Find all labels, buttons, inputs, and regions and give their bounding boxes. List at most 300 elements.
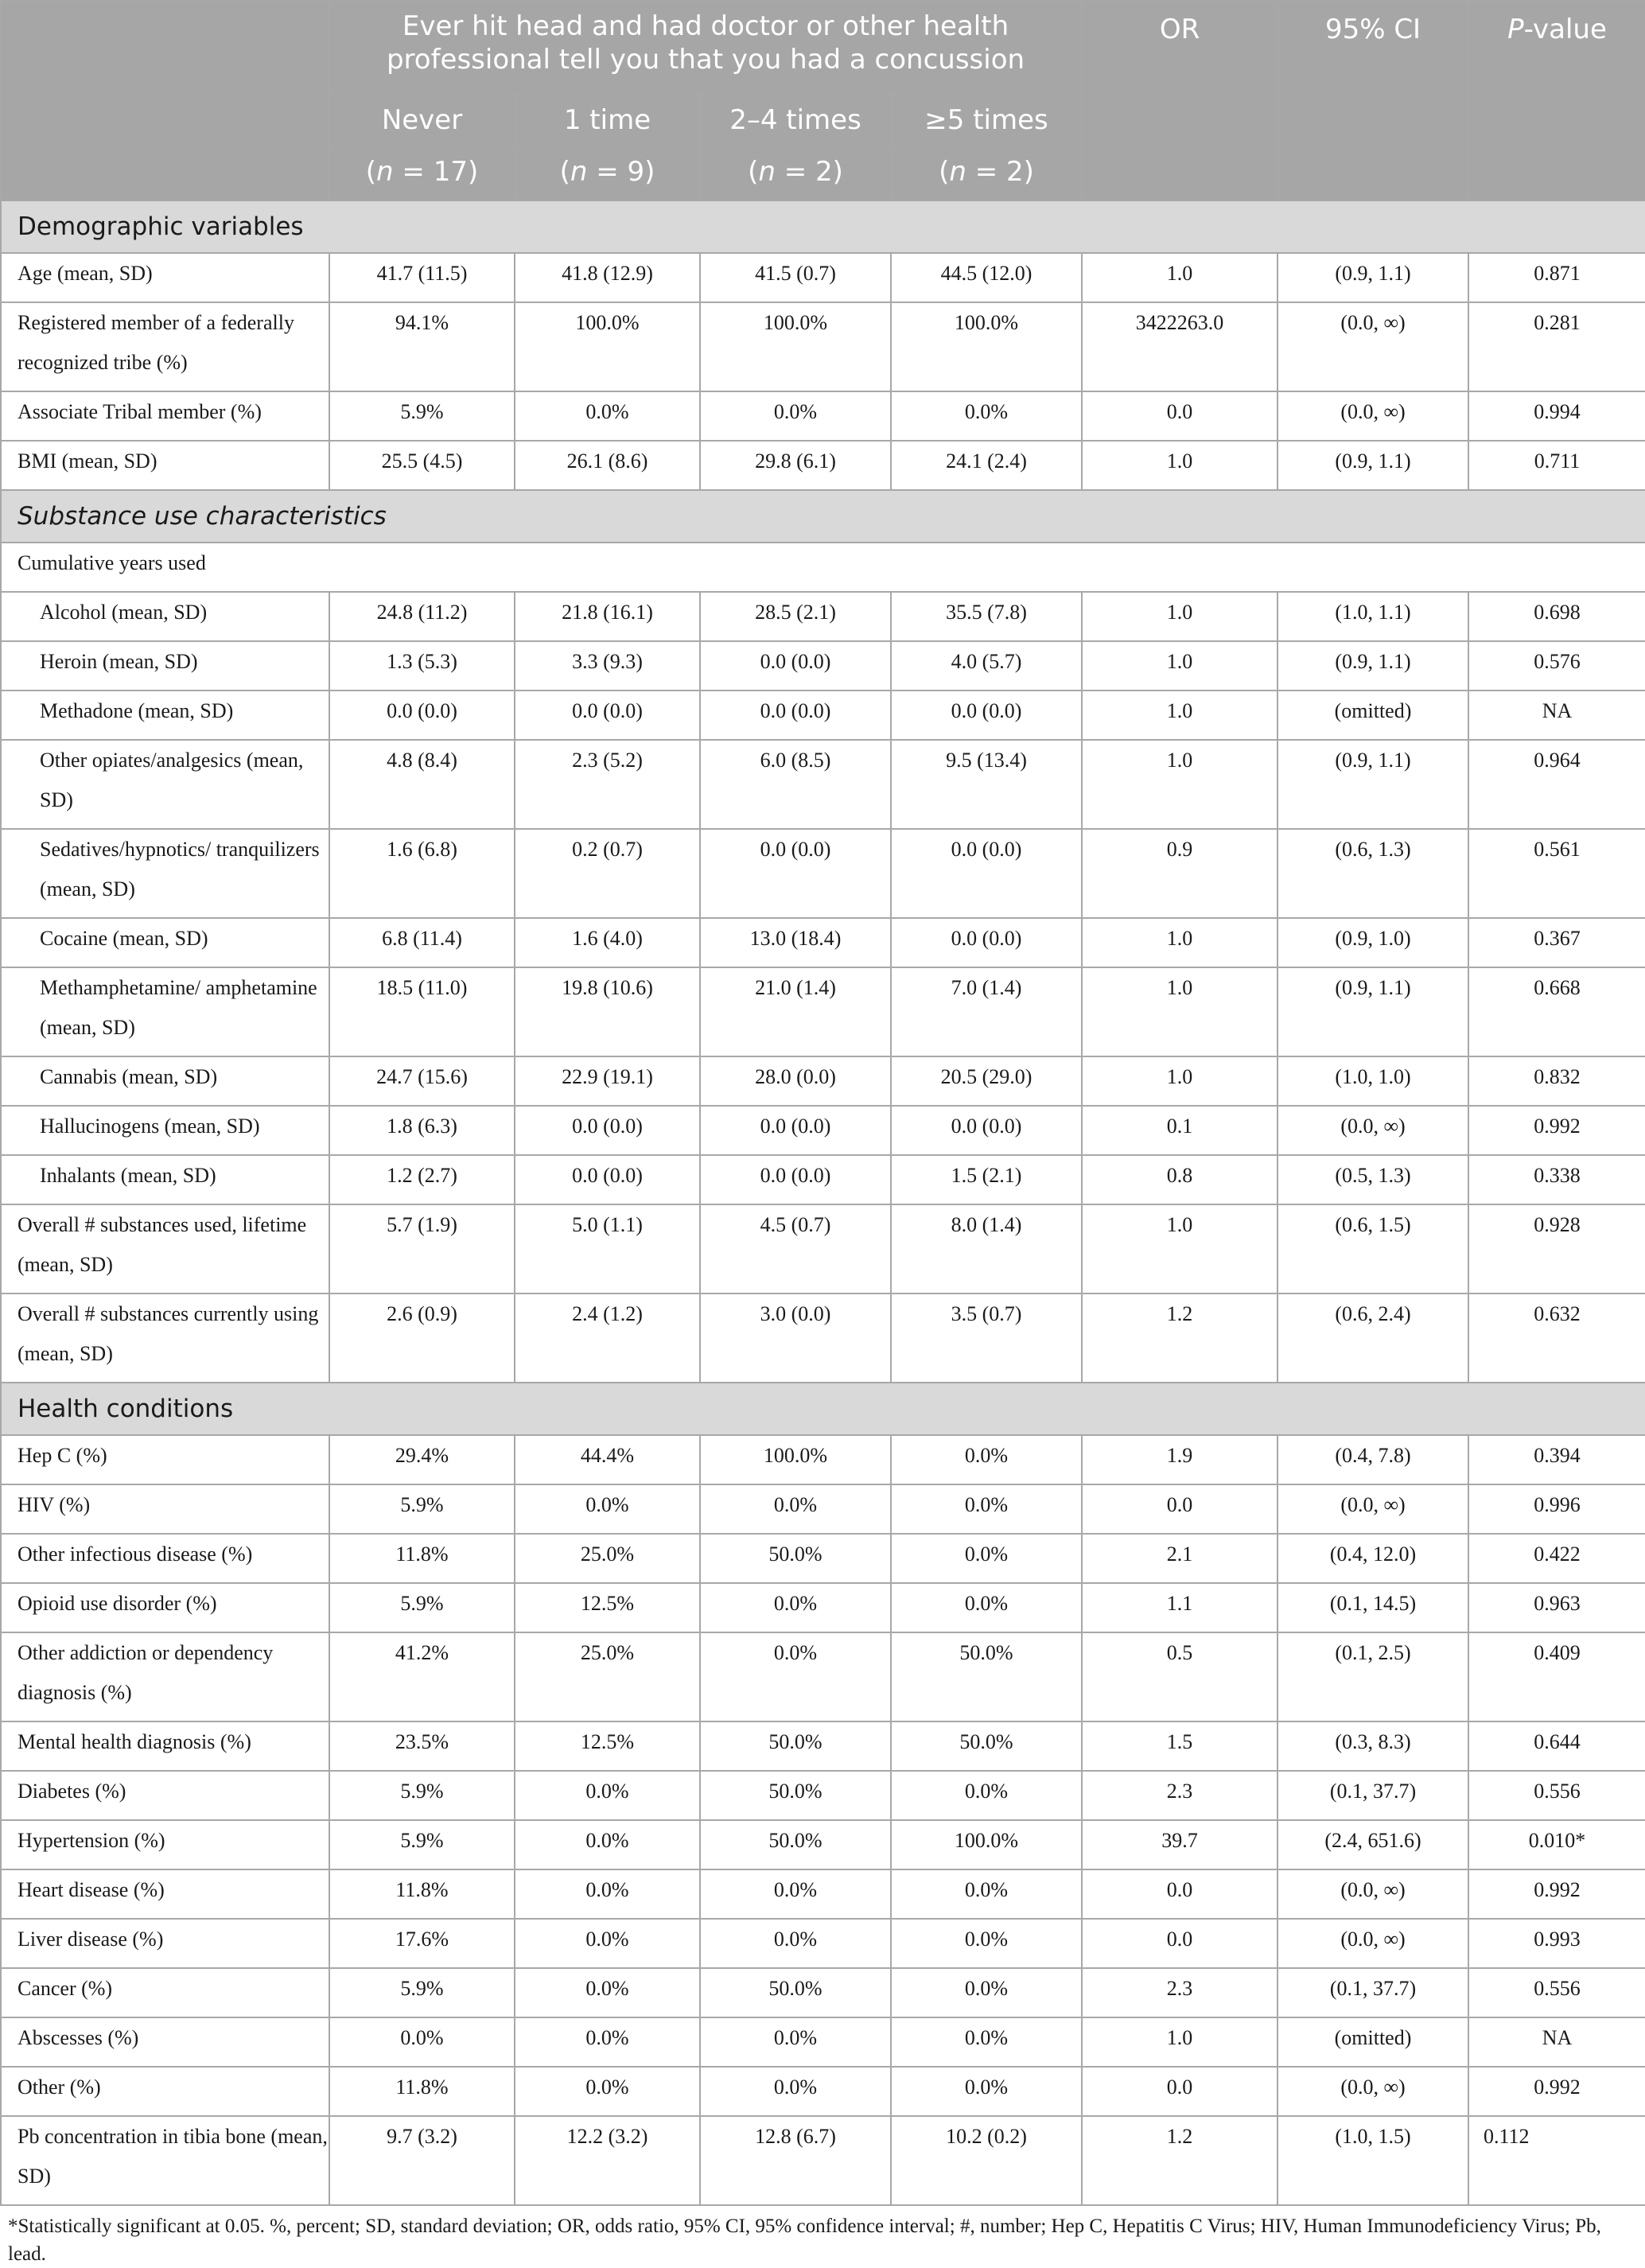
table-row — [1, 302, 1645, 391]
cell-or: 0.0 — [1082, 1484, 1278, 1534]
section-header-row — [1, 1383, 1645, 1435]
table-row — [1, 1820, 1645, 1869]
cell-1-time: 0.0 (0.0) — [515, 1155, 700, 1204]
table-row — [1, 253, 1645, 302]
cell-p-value: 0.010* — [1468, 1820, 1645, 1869]
cell-never: 2.6 (0.9) — [329, 1293, 515, 1383]
cell-2-4-times: 0.0% — [700, 1484, 891, 1534]
cell-ci: (2.4, 651.6) — [1278, 1820, 1468, 1869]
cell-p-value: 0.556 — [1468, 1771, 1645, 1820]
cell-never: 5.9% — [329, 1820, 515, 1869]
cell-1-time: 3.3 (9.3) — [515, 641, 700, 691]
cell-5-plus-times: 0.0% — [891, 2067, 1082, 2116]
cell-2-4-times: 21.0 (1.4) — [700, 967, 891, 1056]
cell-p-value: NA — [1468, 691, 1645, 740]
cell-2-4-times: 28.5 (2.1) — [700, 592, 891, 641]
cell-5-plus-times: 100.0% — [891, 1820, 1082, 1869]
cell-never: 5.7 (1.9) — [329, 1204, 515, 1293]
table-row — [1, 1056, 1645, 1106]
p-value-header-text: P-value — [1507, 14, 1607, 45]
table-row — [1, 1632, 1645, 1721]
col-5-plus-times-header: ≥5 times — [891, 94, 1082, 147]
table-row — [1, 2116, 1645, 2205]
subheading-row — [1, 543, 1645, 592]
cell-1-time: 0.0% — [515, 2017, 700, 2067]
cell-or: 1.2 — [1082, 2116, 1278, 2205]
cell-1-time: 12.5% — [515, 1721, 700, 1771]
ci-header: 95% CI — [1278, 1, 1468, 200]
col-1-time-n: (n = 9) — [515, 147, 700, 200]
row-label-heroin-mean-sd: Heroin (mean, SD) — [1, 641, 329, 691]
cell-ci: (0.1, 37.7) — [1278, 1771, 1468, 1820]
cell-or: 2.3 — [1082, 1968, 1278, 2017]
cell-ci: (0.9, 1.0) — [1278, 918, 1468, 967]
row-label-other-addiction-or-dependency-diagnosis: Other addiction or dependency diagnosis (%) — [1, 1632, 329, 1721]
cell-1-time: 21.8 (16.1) — [515, 592, 700, 641]
cell-1-time: 0.0% — [515, 1968, 700, 2017]
cell-ci: (0.0, ∞) — [1278, 2067, 1468, 2116]
table-row — [1, 1204, 1645, 1293]
cell-ci: (omitted) — [1278, 691, 1468, 740]
row-label-inhalants-mean-sd: Inhalants (mean, SD) — [1, 1155, 329, 1204]
cell-1-time: 2.3 (5.2) — [515, 740, 700, 829]
cell-5-plus-times: 50.0% — [891, 1632, 1082, 1721]
cell-2-4-times: 6.0 (8.5) — [700, 740, 891, 829]
cell-p-value: 0.576 — [1468, 641, 1645, 691]
cell-never: 6.8 (11.4) — [329, 918, 515, 967]
table-row — [1, 1155, 1645, 1204]
cell-5-plus-times: 0.0% — [891, 1968, 1082, 2017]
cell-p-value: 0.668 — [1468, 967, 1645, 1056]
cell-never: 29.4% — [329, 1435, 515, 1484]
row-label-diabetes: Diabetes (%) — [1, 1771, 329, 1820]
cell-p-value: 0.832 — [1468, 1056, 1645, 1106]
row-label-liver-disease: Liver disease (%) — [1, 1919, 329, 1968]
cell-5-plus-times: 0.0 (0.0) — [891, 1106, 1082, 1155]
cell-p-value: 0.632 — [1468, 1293, 1645, 1383]
section-title: Demographic variables — [1, 200, 1645, 253]
cell-ci: (0.0, ∞) — [1278, 1484, 1468, 1534]
row-label-mental-health-diagnosis: Mental health diagnosis (%) — [1, 1721, 329, 1771]
col-never-header: Never — [329, 94, 515, 147]
cell-never: 1.8 (6.3) — [329, 1106, 515, 1155]
table-row — [1, 641, 1645, 691]
cell-p-value: 0.992 — [1468, 1106, 1645, 1155]
cell-p-value: 0.994 — [1468, 391, 1645, 441]
cell-or: 1.0 — [1082, 967, 1278, 1056]
cell-2-4-times: 0.0% — [700, 1632, 891, 1721]
row-label-methadone-mean-sd: Methadone (mean, SD) — [1, 691, 329, 740]
cell-or: 0.1 — [1082, 1106, 1278, 1155]
cell-or: 3422263.0 — [1082, 302, 1278, 391]
cell-ci: (0.0, ∞) — [1278, 1869, 1468, 1919]
cell-5-plus-times: 0.0% — [891, 391, 1082, 441]
cell-2-4-times: 4.5 (0.7) — [700, 1204, 891, 1293]
cell-p-value: 0.394 — [1468, 1435, 1645, 1484]
row-label-hiv: HIV (%) — [1, 1484, 329, 1534]
cell-p-value: 0.367 — [1468, 918, 1645, 967]
cell-p-value: 0.928 — [1468, 1204, 1645, 1293]
cell-p-value: NA — [1468, 2017, 1645, 2067]
cell-2-4-times: 13.0 (18.4) — [700, 918, 891, 967]
section-title: Substance use characteristics — [1, 490, 1645, 543]
table-row — [1, 1869, 1645, 1919]
cell-never: 41.7 (11.5) — [329, 253, 515, 302]
cell-p-value: 0.409 — [1468, 1632, 1645, 1721]
cell-2-4-times: 12.8 (6.7) — [700, 2116, 891, 2205]
cell-5-plus-times: 0.0% — [891, 1583, 1082, 1632]
cell-5-plus-times: 4.0 (5.7) — [891, 641, 1082, 691]
cell-2-4-times: 0.0% — [700, 1869, 891, 1919]
cell-or: 0.5 — [1082, 1632, 1278, 1721]
cell-1-time: 25.0% — [515, 1534, 700, 1583]
table-row — [1, 1484, 1645, 1534]
cell-5-plus-times: 44.5 (12.0) — [891, 253, 1082, 302]
cell-5-plus-times: 7.0 (1.4) — [891, 967, 1082, 1056]
cell-or: 1.0 — [1082, 641, 1278, 691]
cell-ci: (0.4, 12.0) — [1278, 1534, 1468, 1583]
table-row — [1, 829, 1645, 918]
cell-5-plus-times: 35.5 (7.8) — [891, 592, 1082, 641]
cell-2-4-times: 28.0 (0.0) — [700, 1056, 891, 1106]
cell-2-4-times: 50.0% — [700, 1534, 891, 1583]
cell-2-4-times: 0.0% — [700, 2067, 891, 2116]
cell-never: 11.8% — [329, 2067, 515, 2116]
cell-2-4-times: 0.0% — [700, 391, 891, 441]
cell-1-time: 5.0 (1.1) — [515, 1204, 700, 1293]
cell-ci: (0.1, 14.5) — [1278, 1583, 1468, 1632]
row-label-cancer: Cancer (%) — [1, 1968, 329, 2017]
table-row — [1, 592, 1645, 641]
row-label-bmi-mean-sd: BMI (mean, SD) — [1, 441, 329, 490]
table-row — [1, 2067, 1645, 2116]
cell-p-value: 0.711 — [1468, 441, 1645, 490]
cell-p-value: 0.964 — [1468, 740, 1645, 829]
cell-ci: (0.6, 1.5) — [1278, 1204, 1468, 1293]
p-symbol: P — [1507, 14, 1524, 45]
cell-5-plus-times: 1.5 (2.1) — [891, 1155, 1082, 1204]
cell-or: 1.0 — [1082, 691, 1278, 740]
cell-5-plus-times: 0.0% — [891, 1869, 1082, 1919]
cell-5-plus-times: 8.0 (1.4) — [891, 1204, 1082, 1293]
cell-1-time: 1.6 (4.0) — [515, 918, 700, 967]
cell-never: 5.9% — [329, 1968, 515, 2017]
row-label-age-mean-sd: Age (mean, SD) — [1, 253, 329, 302]
row-label-sedatives-hypnotics-tranquilizers-mean-sd: Sedatives/hypnotics/ tranquilizers (mean, SD) — [1, 829, 329, 918]
cell-1-time: 0.0% — [515, 1919, 700, 1968]
cell-ci: (0.9, 1.1) — [1278, 740, 1468, 829]
table-row — [1, 1968, 1645, 2017]
table-row — [1, 691, 1645, 740]
cell-1-time: 0.0% — [515, 1484, 700, 1534]
cell-p-value: 0.992 — [1468, 1869, 1645, 1919]
cell-ci: (0.6, 1.3) — [1278, 829, 1468, 918]
cell-5-plus-times: 0.0% — [891, 1919, 1082, 1968]
cell-1-time: 0.0% — [515, 1771, 700, 1820]
cell-p-value: 0.281 — [1468, 302, 1645, 391]
table-row — [1, 1106, 1645, 1155]
cell-2-4-times: 0.0% — [700, 2017, 891, 2067]
row-label-overall-substances-currently-using-mean-sd: Overall # substances currently using (mean, SD) — [1, 1293, 329, 1383]
cell-2-4-times: 3.0 (0.0) — [700, 1293, 891, 1383]
cell-never: 5.9% — [329, 1583, 515, 1632]
cell-5-plus-times: 9.5 (13.4) — [891, 740, 1082, 829]
cell-1-time: 0.0 (0.0) — [515, 691, 700, 740]
cell-never: 24.8 (11.2) — [329, 592, 515, 641]
cell-or: 1.1 — [1082, 1583, 1278, 1632]
cell-ci: (0.1, 2.5) — [1278, 1632, 1468, 1721]
col-5-plus-times-n: (n = 2) — [891, 147, 1082, 200]
cell-p-value: 0.698 — [1468, 592, 1645, 641]
cell-2-4-times: 50.0% — [700, 1721, 891, 1771]
cell-ci: (0.9, 1.1) — [1278, 253, 1468, 302]
cell-1-time: 19.8 (10.6) — [515, 967, 700, 1056]
cell-1-time: 0.0% — [515, 1820, 700, 1869]
cell-or: 0.8 — [1082, 1155, 1278, 1204]
cell-never: 94.1% — [329, 302, 515, 391]
cell-p-value: 0.996 — [1468, 1484, 1645, 1534]
cell-5-plus-times: 0.0% — [891, 1435, 1082, 1484]
cell-5-plus-times: 0.0% — [891, 1534, 1082, 1583]
cell-p-value: 0.112 — [1468, 2116, 1645, 2205]
n-symbol: n — [758, 156, 776, 188]
cell-or: 1.0 — [1082, 1204, 1278, 1293]
cell-or: 1.9 — [1082, 1435, 1278, 1484]
cell-or: 39.7 — [1082, 1820, 1278, 1869]
cell-or: 0.0 — [1082, 2067, 1278, 2116]
cell-1-time: 44.4% — [515, 1435, 700, 1484]
cell-never: 41.2% — [329, 1632, 515, 1721]
cell-p-value: 0.556 — [1468, 1968, 1645, 2017]
cell-never: 11.8% — [329, 1534, 515, 1583]
cell-or: 1.5 — [1082, 1721, 1278, 1771]
cell-never: 24.7 (15.6) — [329, 1056, 515, 1106]
row-label-hallucinogens-mean-sd: Hallucinogens (mean, SD) — [1, 1106, 329, 1155]
cell-p-value: 0.644 — [1468, 1721, 1645, 1771]
cell-2-4-times: 0.0 (0.0) — [700, 641, 891, 691]
cell-ci: (0.1, 37.7) — [1278, 1968, 1468, 2017]
cell-p-value: 0.871 — [1468, 253, 1645, 302]
row-label-associate-tribal-member: Associate Tribal member (%) — [1, 391, 329, 441]
row-label-heart-disease: Heart disease (%) — [1, 1869, 329, 1919]
concussion-group-header: Ever hit head and had doctor or other health professional tell you that you had a concussion — [329, 1, 1082, 94]
n-symbol: n — [949, 156, 966, 188]
row-label-header — [1, 1, 329, 200]
cell-5-plus-times: 10.2 (0.2) — [891, 2116, 1082, 2205]
cell-never: 5.9% — [329, 1484, 515, 1534]
cell-never: 18.5 (11.0) — [329, 967, 515, 1056]
cell-ci: (0.0, ∞) — [1278, 1106, 1468, 1155]
row-label-abscesses: Abscesses (%) — [1, 2017, 329, 2067]
cell-2-4-times: 50.0% — [700, 1968, 891, 2017]
cell-never: 11.8% — [329, 1869, 515, 1919]
cell-never: 23.5% — [329, 1721, 515, 1771]
cell-ci: (0.9, 1.1) — [1278, 441, 1468, 490]
cell-p-value: 0.963 — [1468, 1583, 1645, 1632]
cell-1-time: 41.8 (12.9) — [515, 253, 700, 302]
cell-or: 1.0 — [1082, 1056, 1278, 1106]
table-row — [1, 441, 1645, 490]
cell-1-time: 12.5% — [515, 1583, 700, 1632]
cell-ci: (1.0, 1.5) — [1278, 2116, 1468, 2205]
cell-2-4-times: 0.0% — [700, 1919, 891, 1968]
cell-2-4-times: 0.0 (0.0) — [700, 1155, 891, 1204]
col-1-time-header: 1 time — [515, 94, 700, 147]
cell-or: 1.0 — [1082, 740, 1278, 829]
row-label-alcohol-mean-sd: Alcohol (mean, SD) — [1, 592, 329, 641]
cell-5-plus-times: 0.0 (0.0) — [891, 829, 1082, 918]
p-value-header — [1468, 1, 1645, 200]
table-row — [1, 391, 1645, 441]
n-symbol: n — [376, 156, 394, 188]
cell-1-time: 0.0% — [515, 391, 700, 441]
table-row — [1, 2017, 1645, 2067]
cell-ci: (1.0, 1.0) — [1278, 1056, 1468, 1106]
row-label-other-opiates-analgesics-mean-sd: Other opiates/analgesics (mean, SD) — [1, 740, 329, 829]
table-row — [1, 1721, 1645, 1771]
table-row — [1, 1919, 1645, 1968]
section-header-row — [1, 490, 1645, 543]
cell-1-time: 22.9 (19.1) — [515, 1056, 700, 1106]
cell-ci: (0.9, 1.1) — [1278, 967, 1468, 1056]
table-header — [1, 1, 1645, 200]
cell-5-plus-times: 0.0% — [891, 2017, 1082, 2067]
table-body — [1, 200, 1645, 2205]
section-title: Health conditions — [1, 1383, 1645, 1435]
cell-ci: (0.3, 8.3) — [1278, 1721, 1468, 1771]
cell-2-4-times: 29.8 (6.1) — [700, 441, 891, 490]
cell-or: 2.3 — [1082, 1771, 1278, 1820]
row-label-other-infectious-disease: Other infectious disease (%) — [1, 1534, 329, 1583]
row-label-registered-member-of-a-federally-recognized-tribe: Registered member of a federally recognized tribe (%) — [1, 302, 329, 391]
table-row — [1, 1534, 1645, 1583]
subheading-label: Cumulative years used — [1, 543, 1645, 592]
cell-never: 0.0% — [329, 2017, 515, 2067]
cell-p-value: 0.993 — [1468, 1919, 1645, 1968]
row-label-hep-c: Hep C (%) — [1, 1435, 329, 1484]
table-row — [1, 1583, 1645, 1632]
footnote: *Statistically significant at 0.05. %, percent; SD, standard deviation; OR, odds ratio, 95% CI, 95% confidence interval; #, number; Hep C, Hepatitis C Virus; HIV, Human Immunodeficiency Virus; Pb, lead. — [8, 2215, 1601, 2265]
cell-or: 0.0 — [1082, 1919, 1278, 1968]
row-label-methamphetamine-amphetamine-mean-sd: Methamphetamine/ amphetamine (mean, SD) — [1, 967, 329, 1056]
cell-ci: (0.5, 1.3) — [1278, 1155, 1468, 1204]
cell-or: 1.0 — [1082, 2017, 1278, 2067]
cell-1-time: 0.0% — [515, 2067, 700, 2116]
cell-ci: (omitted) — [1278, 2017, 1468, 2067]
cell-2-4-times: 0.0% — [700, 1583, 891, 1632]
cell-never: 0.0 (0.0) — [329, 691, 515, 740]
cell-ci: (0.0, ∞) — [1278, 391, 1468, 441]
cell-or: 0.0 — [1082, 1869, 1278, 1919]
row-label-other: Other (%) — [1, 2067, 329, 2116]
cell-or: 0.0 — [1082, 391, 1278, 441]
table-row — [1, 967, 1645, 1056]
cell-ci: (0.6, 2.4) — [1278, 1293, 1468, 1383]
cell-p-value: 0.561 — [1468, 829, 1645, 918]
cell-p-value: 0.422 — [1468, 1534, 1645, 1583]
cell-1-time: 2.4 (1.2) — [515, 1293, 700, 1383]
row-label-overall-substances-used-lifetime-mean-sd: Overall # substances used, lifetime (mean, SD) — [1, 1204, 329, 1293]
cell-ci: (0.0, ∞) — [1278, 302, 1468, 391]
cell-never: 9.7 (3.2) — [329, 2116, 515, 2205]
table-row — [1, 1771, 1645, 1820]
cell-1-time: 100.0% — [515, 302, 700, 391]
row-label-cannabis-mean-sd: Cannabis (mean, SD) — [1, 1056, 329, 1106]
cell-2-4-times: 50.0% — [700, 1771, 891, 1820]
cell-5-plus-times: 0.0 (0.0) — [891, 691, 1082, 740]
col-2-4-times-header: 2–4 times — [700, 94, 891, 147]
cell-or: 1.2 — [1082, 1293, 1278, 1383]
table-row — [1, 1435, 1645, 1484]
cell-2-4-times: 100.0% — [700, 302, 891, 391]
cell-or: 1.0 — [1082, 441, 1278, 490]
col-2-4-times-n: (n = 2) — [700, 147, 891, 200]
cell-5-plus-times: 24.1 (2.4) — [891, 441, 1082, 490]
section-header-row — [1, 200, 1645, 253]
row-label-hypertension: Hypertension (%) — [1, 1820, 329, 1869]
row-label-pb-concentration-in-tibia-bone-mean-sd: Pb concentration in tibia bone (mean, SD) — [1, 2116, 329, 2205]
cell-never: 1.6 (6.8) — [329, 829, 515, 918]
cell-ci: (0.0, ∞) — [1278, 1919, 1468, 1968]
cell-never: 1.2 (2.7) — [329, 1155, 515, 1204]
row-label-cocaine-mean-sd: Cocaine (mean, SD) — [1, 918, 329, 967]
cell-1-time: 26.1 (8.6) — [515, 441, 700, 490]
table-row — [1, 740, 1645, 829]
cell-5-plus-times: 100.0% — [891, 302, 1082, 391]
or-header: OR — [1082, 1, 1278, 200]
cell-or: 1.0 — [1082, 918, 1278, 967]
cell-never: 1.3 (5.3) — [329, 641, 515, 691]
cell-1-time: 25.0% — [515, 1632, 700, 1721]
n-symbol: n — [570, 156, 588, 188]
cell-2-4-times: 0.0 (0.0) — [700, 1106, 891, 1155]
cell-5-plus-times: 0.0 (0.0) — [891, 918, 1082, 967]
cell-or: 1.0 — [1082, 253, 1278, 302]
cell-never: 5.9% — [329, 1771, 515, 1820]
cell-ci: (0.4, 7.8) — [1278, 1435, 1468, 1484]
table-row — [1, 918, 1645, 967]
cell-5-plus-times: 3.5 (0.7) — [891, 1293, 1082, 1383]
cell-1-time: 0.2 (0.7) — [515, 829, 700, 918]
cell-2-4-times: 100.0% — [700, 1435, 891, 1484]
cell-p-value: 0.992 — [1468, 2067, 1645, 2116]
cell-5-plus-times: 20.5 (29.0) — [891, 1056, 1082, 1106]
cell-2-4-times: 0.0 (0.0) — [700, 829, 891, 918]
cell-never: 17.6% — [329, 1919, 515, 1968]
cell-2-4-times: 0.0 (0.0) — [700, 691, 891, 740]
cell-5-plus-times: 0.0% — [891, 1484, 1082, 1534]
cell-or: 2.1 — [1082, 1534, 1278, 1583]
cell-1-time: 0.0% — [515, 1869, 700, 1919]
cell-p-value: 0.338 — [1468, 1155, 1645, 1204]
row-label-opioid-use-disorder: Opioid use disorder (%) — [1, 1583, 329, 1632]
col-never-n: (n = 17) — [329, 147, 515, 200]
table-row — [1, 1293, 1645, 1383]
cell-ci: (0.9, 1.1) — [1278, 641, 1468, 691]
cell-5-plus-times: 50.0% — [891, 1721, 1082, 1771]
cell-2-4-times: 50.0% — [700, 1820, 891, 1869]
cell-5-plus-times: 0.0% — [891, 1771, 1082, 1820]
cell-never: 5.9% — [329, 391, 515, 441]
cell-or: 1.0 — [1082, 592, 1278, 641]
cell-1-time: 0.0 (0.0) — [515, 1106, 700, 1155]
cell-never: 4.8 (8.4) — [329, 740, 515, 829]
cell-or: 0.9 — [1082, 829, 1278, 918]
cell-ci: (1.0, 1.1) — [1278, 592, 1468, 641]
cell-2-4-times: 41.5 (0.7) — [700, 253, 891, 302]
cell-1-time: 12.2 (3.2) — [515, 2116, 700, 2205]
cell-never: 25.5 (4.5) — [329, 441, 515, 490]
